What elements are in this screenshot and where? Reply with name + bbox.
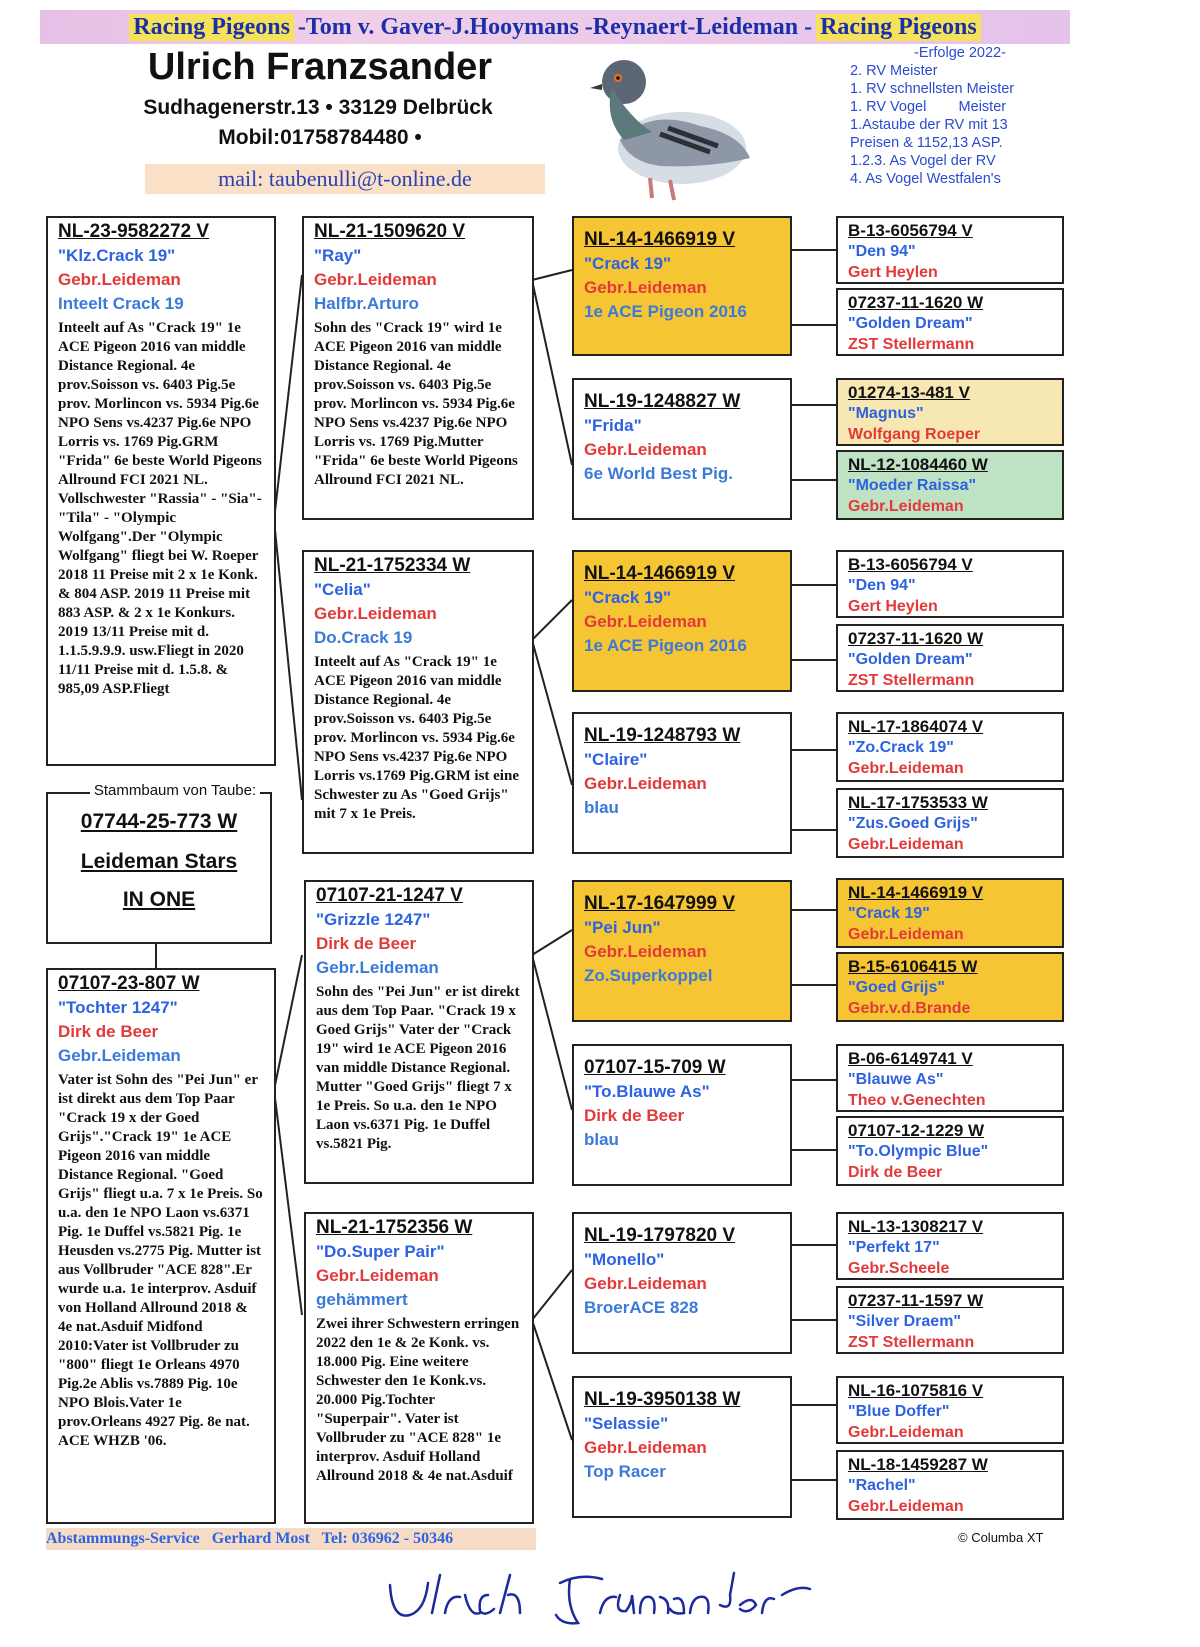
dam-name: "Tochter 1247" <box>58 998 178 1017</box>
results-item: 1. RV schnellsten Meister <box>850 81 1015 97</box>
great-grandparent-card[interactable] <box>572 880 792 1022</box>
ancestor-card[interactable] <box>836 878 1064 948</box>
ancestor-card[interactable] <box>836 1286 1064 1354</box>
ggp-note: blau <box>584 1130 619 1149</box>
dam-description: Vater ist Sohn des "Pei Jun" er ist direkt aus dem Top Paar "Crack 19 x der Goed Grijs"."Crack 19" 1e ACE Pigeon 2016 van middle Distance Regional. "Goed Grijs" fliegt u.a. 7 x 1e Preis. So u.a. den 1e NPO Laon vs.6371 Pig. 1e Duffel vs.5821 Pig. 1e Heusden vs.2775 Pig. Mutter ist aus Vollbruder "ACE 828".Er wurde u.a. 1e interprov. Asduif von Holland Allround 2018 & 4e nat.Asduif Midfond 2010:Vater ist Vollbruder zu "800" fliegt 1e Orleans 4970 Pig.2e Ablis vs.7889 Pig. 10e NPO Blois.Vater 1e prov.Orleans 4927 Pig. 8e nat. ACE WHZB '06. <box>58 1072 263 1449</box>
grandparent-name: "Grizzle 1247" <box>316 910 431 929</box>
ancestor-card[interactable] <box>836 1376 1064 1444</box>
owner-name: Ulrich Franzsander <box>147 46 493 88</box>
sire-ring: NL-23-9582272 V <box>58 221 210 242</box>
ancestor-ring: B-15-6106415 W <box>848 957 978 976</box>
ggp-name: "Pei Jun" <box>584 918 661 937</box>
grandparent-name: "Do.Super Pair" <box>316 1242 445 1261</box>
ancestor-card[interactable] <box>836 1212 1064 1280</box>
grandparent-card[interactable] <box>304 880 534 1184</box>
ggp-note: BroerACE 828 <box>584 1298 699 1317</box>
ggp-note: Top Racer <box>584 1462 666 1481</box>
banner-left: Racing Pigeons <box>129 14 294 41</box>
sire-card[interactable] <box>46 216 276 766</box>
sire-breeder: Gebr.Leideman <box>58 270 181 289</box>
ggp-ring: NL-17-1647999 V <box>584 893 736 914</box>
grandparent-name: "Celia" <box>314 580 371 599</box>
ggp-name: "Claire" <box>584 750 648 769</box>
grandparent-note: Do.Crack 19 <box>314 628 413 647</box>
ancestor-name: "Golden Dream" <box>848 651 973 668</box>
ggp-name: "Monello" <box>584 1250 665 1269</box>
ancestor-name: "Goed Grijs" <box>848 979 945 996</box>
great-grandparent-card[interactable] <box>572 550 792 692</box>
banner-right: Racing Pigeons <box>816 14 981 41</box>
ggp-note: 1e ACE Pigeon 2016 <box>584 302 747 321</box>
grandparent-card[interactable] <box>302 550 534 854</box>
ancestor-ring: NL-12-1084460 W <box>848 455 988 474</box>
ancestor-card[interactable] <box>836 788 1064 858</box>
ancestor-card[interactable] <box>836 712 1064 782</box>
ancestor-name: "Perfekt 17" <box>848 1239 940 1256</box>
ancestor-ring: NL-16-1075816 V <box>848 1381 984 1400</box>
ancestor-breeder: Gebr.v.d.Brande <box>848 1000 971 1017</box>
ancestor-breeder: ZST Stellermann <box>848 1334 975 1351</box>
ancestor-card[interactable] <box>836 288 1064 356</box>
ancestor-ring: 07107-12-1229 W <box>848 1121 985 1140</box>
ggp-note: 1e ACE Pigeon 2016 <box>584 636 747 655</box>
sire-description: Inteelt auf As "Crack 19" 1e ACE Pigeon 2016 van middle Distance Regional. 4e prov.Soisson vs. 6403 Pig.5e prov. Morlincon vs. 5934 Pig.6e NPO Sens vs.4237 Pig.6e NPO Lorris vs. 1769 Pig.GRM "Frida" 6e beste World Pigeons Allround FCI 2021 NL. Vollschwester "Rassia" - "Sia"- "Tila" - "Olympic Wolfgang".Der "Olympic Wolfgang" fliegt bei W. Roeper 2018 11 Preise mit 2 x 1e Konk. & 804 ASP. 2019 11 Preise mit 883 ASP. & 2 x 1e Konkurs. 2019 13/11 Preise mit d. 1.1.5.9.9.9. usw.Fliegt in 2020 11/11 Preise mit d. 1.5.8. & 985,09 ASP.Fliegt <box>58 320 262 697</box>
ancestor-breeder: ZST Stellermann <box>848 336 975 353</box>
ancestor-breeder: Gebr.Scheele <box>848 1260 950 1277</box>
ancestor-breeder: Gebr.Leideman <box>848 926 964 943</box>
owner-address: Sudhagenerstr.13 • 33129 Delbrück <box>143 96 493 119</box>
grandparent-name: "Ray" <box>314 246 362 265</box>
subject-title: Leideman Stars <box>80 850 238 873</box>
copyright: © Columba XT <box>958 1530 1044 1545</box>
ggp-breeder: Gebr.Leideman <box>584 942 707 961</box>
ancestor-name: "Golden Dream" <box>848 315 973 332</box>
ggp-note: 6e World Best Pig. <box>584 464 733 483</box>
ancestor-breeder: Gebr.Leideman <box>848 1424 964 1441</box>
ggp-breeder: Gebr.Leideman <box>584 278 707 297</box>
grandparent-breeder: Gebr.Leideman <box>316 1266 439 1285</box>
ggp-ring: NL-14-1466919 V <box>584 229 736 250</box>
great-grandparent-card[interactable] <box>572 712 792 854</box>
grandparent-card[interactable] <box>304 1212 534 1524</box>
ancestor-breeder: Gebr.Leideman <box>848 1498 964 1515</box>
results-item: 4. As Vogel Westfalen's <box>850 171 1001 187</box>
ancestor-ring: B-13-6056794 V <box>848 555 973 574</box>
ancestor-breeder: ZST Stellermann <box>848 672 975 689</box>
ancestor-name: "Magnus" <box>848 405 924 422</box>
ancestor-name: "Zus.Goed Grijs" <box>848 815 978 832</box>
grandparent-note: Gebr.Leideman <box>316 958 439 977</box>
ancestor-card[interactable] <box>836 450 1064 520</box>
grandparent-card[interactable] <box>302 216 534 520</box>
ggp-breeder: Gebr.Leideman <box>584 612 707 631</box>
ancestor-breeder: Gert Heylen <box>848 264 938 281</box>
grandparent-breeder: Gebr.Leideman <box>314 270 437 289</box>
results-item: 1.2.3. As Vogel der RV <box>850 153 996 169</box>
ancestor-ring: B-13-6056794 V <box>848 221 973 240</box>
grandparent-description: Inteelt auf As "Crack 19" 1e ACE Pigeon 2016 van middle Distance Regional. 4e prov.Soisson vs. 6403 Pig.5e prov. Morlincon vs. 5934 Pig.6e NPO Sens vs.4237 Pig.6e NPO Lorris vs.1769 Pig.GRM ist eine Schwester zu As "Goed Grijs" mit 7 x 1e Preis. <box>314 654 519 822</box>
ancestor-breeder: Gebr.Leideman <box>848 836 964 853</box>
ggp-ring: NL-19-1797820 V <box>584 1225 736 1246</box>
ggp-name: "Crack 19" <box>584 588 672 607</box>
subject-label: Stammbaum von Taube: <box>60 782 290 799</box>
grandparent-description: Sohn des "Pei Jun" er ist direkt aus dem Top Paar. "Crack 19 x Goed Grijs" Vater der "Crack 19" wird 1e ACE Pigeon 2016 van middle Distance Regional. Mutter "Goed Grijs" fliegt 7 x 1e Preis. So u.a. den 1e NPO Laon vs.6371 Pig. 1e Duffel vs.5821 Pig. <box>316 984 520 1152</box>
ancestor-card[interactable] <box>836 378 1064 446</box>
grandparent-ring: NL-21-1752356 W <box>316 1217 473 1238</box>
ancestor-card[interactable] <box>836 952 1064 1022</box>
ancestor-name: "Zo.Crack 19" <box>848 739 954 756</box>
ancestor-name: "Crack 19" <box>848 905 930 922</box>
ggp-ring: 07107-15-709 W <box>584 1057 726 1078</box>
ancestor-ring: NL-13-1308217 V <box>848 1217 984 1236</box>
dam-ring: 07107-23-807 W <box>58 973 200 994</box>
ancestor-breeder: Gebr.Leideman <box>848 760 964 777</box>
ancestor-breeder: Theo v.Genechten <box>848 1092 986 1109</box>
grandparent-ring: 07107-21-1247 V <box>316 885 463 906</box>
great-grandparent-card[interactable] <box>572 378 792 520</box>
ggp-breeder: Gebr.Leideman <box>584 1274 707 1293</box>
ancestor-ring: NL-18-1459287 W <box>848 1455 988 1474</box>
ancestor-card[interactable] <box>836 1044 1064 1112</box>
footer-service <box>46 1528 536 1550</box>
ggp-ring: NL-19-1248793 W <box>584 725 741 746</box>
ggp-ring: NL-14-1466919 V <box>584 563 736 584</box>
results-title: -Erfolge 2022- <box>914 45 1006 61</box>
grandparent-description: Sohn des "Crack 19" wird 1e ACE Pigeon 2016 van middle Distance Regional. 4e prov.Soisson vs. 6403 Pig.5e prov. Morlincon vs. 5934 Pig.6e NPO Sens vs.4237 Pig.6e NPO Lorris vs. 1769 Pig.Mutter "Frida" 6e beste World Pigeons Allround FCI 2021 NL. <box>314 320 518 488</box>
grandparent-breeder: Gebr.Leideman <box>314 604 437 623</box>
results-item: Preisen & 1152,13 ASP. <box>850 135 1003 151</box>
ancestor-card[interactable] <box>836 1450 1064 1520</box>
ancestor-card[interactable] <box>836 550 1064 618</box>
ancestor-breeder: Gert Heylen <box>848 598 938 615</box>
ancestor-name: "Moeder Raissa" <box>848 477 977 494</box>
ggp-note: Zo.Superkoppel <box>584 966 713 985</box>
ancestor-name: "Blue Doffer" <box>848 1403 950 1420</box>
ggp-breeder: Gebr.Leideman <box>584 1438 707 1457</box>
ancestor-breeder: Dirk de Beer <box>848 1164 943 1181</box>
dam-note: Gebr.Leideman <box>58 1046 181 1065</box>
ancestor-card[interactable] <box>836 216 1064 284</box>
great-grandparent-card[interactable] <box>572 216 792 356</box>
owner-email[interactable]: mail: taubenulli@t-online.de <box>145 164 545 194</box>
ancestor-name: "To.Olympic Blue" <box>848 1143 989 1160</box>
ancestor-name: "Rachel" <box>848 1477 916 1494</box>
dam-breeder: Dirk de Beer <box>58 1022 159 1041</box>
subject-ring: 07744-25-773 W <box>80 810 238 833</box>
results-item: 2. RV Meister <box>850 63 938 79</box>
great-grandparent-card[interactable] <box>572 1376 792 1518</box>
ggp-ring: NL-19-1248827 W <box>584 391 741 412</box>
ancestor-ring: B-06-6149741 V <box>848 1049 973 1068</box>
great-grandparent-card[interactable] <box>572 1212 792 1354</box>
grandparent-note: Halfbr.Arturo <box>314 294 419 313</box>
signature <box>370 1565 820 1635</box>
ancestor-ring: 07237-11-1597 W <box>848 1291 984 1310</box>
ancestor-name: "Den 94" <box>848 243 916 260</box>
ancestor-ring: NL-17-1753533 W <box>848 793 988 812</box>
ancestor-name: "Blauwe As" <box>848 1071 944 1088</box>
results-item: 1. RV Vogel Meister <box>850 99 1007 115</box>
ggp-name: "Crack 19" <box>584 254 672 273</box>
ancestor-ring: 07237-11-1620 W <box>848 629 984 648</box>
ggp-breeder: Dirk de Beer <box>584 1106 685 1125</box>
ancestor-ring: 01274-13-481 V <box>848 383 970 402</box>
owner-mobile: Mobil:01758784480 • <box>218 126 422 149</box>
grandparent-ring: NL-21-1752334 W <box>314 555 471 576</box>
grandparent-note: gehämmert <box>316 1290 408 1309</box>
sire-name: "Klz.Crack 19" <box>58 246 176 265</box>
great-grandparent-card[interactable] <box>572 1044 792 1186</box>
ancestor-ring: 07237-11-1620 W <box>848 293 984 312</box>
ggp-breeder: Gebr.Leideman <box>584 774 707 793</box>
dam-card[interactable] <box>46 968 276 1524</box>
ancestor-breeder: Gebr.Leideman <box>848 498 964 515</box>
banner-middle: -Tom v. Gaver-J.Hooymans -Reynaert-Leideman - <box>297 13 813 40</box>
grandparent-description: Zwei ihrer Schwestern erringen 2022 den 1e & 2e Konk. vs. 18.000 Pig. Eine weitere Schwester den 1e Konk.vs. 20.000 Pig.Tochter "Superpair". Vater ist Vollbruder zu "ACE 828" 1e interprov. Asduif Holland Allround 2018 & 4e nat.Asduif <box>316 1316 520 1484</box>
ggp-name: "Selassie" <box>584 1414 669 1433</box>
grandparent-breeder: Dirk de Beer <box>316 934 417 953</box>
ggp-name: "Frida" <box>584 416 642 435</box>
ancestor-card[interactable] <box>836 1116 1064 1186</box>
ancestor-breeder: Wolfgang Roeper <box>848 426 981 443</box>
ancestor-card[interactable] <box>836 624 1064 692</box>
ggp-breeder: Gebr.Leideman <box>584 440 707 459</box>
results-item: 1.Astaube der RV mit 13 <box>850 117 1008 133</box>
grandparent-ring: NL-21-1509620 V <box>314 221 466 242</box>
subject-subtitle: IN ONE <box>122 888 196 911</box>
ancestor-name: "Den 94" <box>848 577 916 594</box>
ggp-name: "To.Blauwe As" <box>584 1082 710 1101</box>
sire-note: Inteelt Crack 19 <box>58 294 184 313</box>
ggp-note: blau <box>584 798 619 817</box>
ggp-ring: NL-19-3950138 W <box>584 1389 741 1410</box>
footer-service-text: Abstammungs-Service Gerhard Most Tel: 036962 - 50346 <box>46 1530 454 1547</box>
ancestor-ring: NL-17-1864074 V <box>848 717 984 736</box>
ancestor-name: "Silver Draem" <box>848 1313 962 1330</box>
ancestor-ring: NL-14-1466919 V <box>848 883 984 902</box>
